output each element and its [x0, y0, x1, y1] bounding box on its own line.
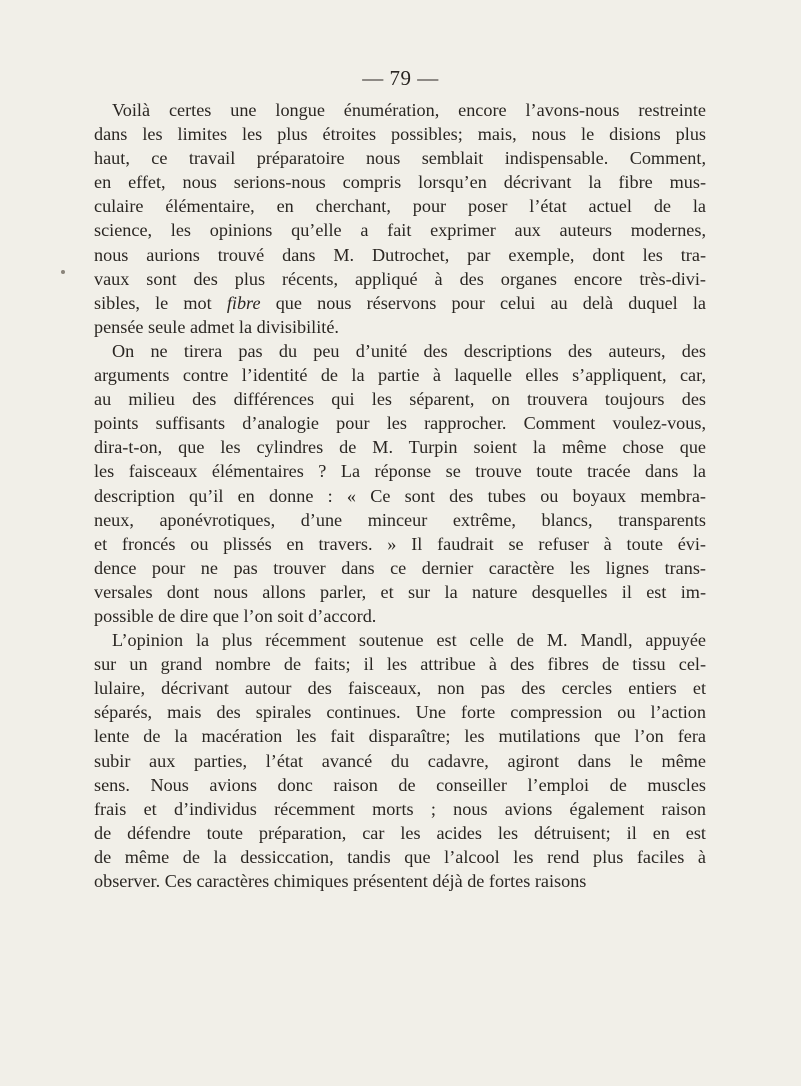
- text-line: de même de la dessiccation, tandis que l’alcool les rend plus faciles à: [94, 846, 706, 867]
- text-line: au milieu des différences qui les séparent, on trouvera toujours des: [94, 389, 706, 410]
- text-line: en effet, nous serions-nous compris lorsqu’en décrivant la fibre mus-: [94, 172, 706, 193]
- italic-word: fibre: [226, 292, 261, 313]
- text-segment: que nous réservons pour celui au delà duquel la: [260, 292, 706, 313]
- text-line: On ne tirera pas du peu d’unité des descriptions des auteurs, des: [112, 340, 706, 361]
- text-line: L’opinion la plus récemment soutenue est celle de M. Mandl, appuyée: [112, 630, 706, 651]
- text-line: dira-t-on, que les cylindres de M. Turpin soient la même chose que: [94, 437, 706, 458]
- body-text: [94, 98, 706, 893]
- text-line: arguments contre l’identité de la partie à laquelle elles s’appliquent, car,: [94, 365, 706, 386]
- text-line: Voilà certes une longue énumération, encore l’avons-nous restreinte: [112, 100, 706, 120]
- text-line: points suffisants d’analogie pour les rapprocher. Comment voulez-vous,: [94, 413, 706, 434]
- paper-speck: [61, 270, 65, 274]
- text-line: science, les opinions qu’elle a fait exprimer aux auteurs modernes,: [94, 220, 706, 241]
- text-line: description qu’il en donne : « Ce sont des tubes ou boyaux membra-: [94, 485, 706, 506]
- text-line: neux, aponévrotiques, d’une minceur extrême, blancs, transparents: [94, 509, 706, 530]
- text-line: dence pour ne pas trouver dans ce dernier caractère les lignes trans-: [94, 557, 706, 578]
- text-line: pensée seule admet la divisibilité.: [94, 316, 339, 337]
- text-line: sur un grand nombre de faits; il les attribue à des fibres de tissu cel-: [94, 654, 706, 675]
- text-line: dans les limites les plus étroites possibles; mais, nous le disions plus: [94, 124, 706, 145]
- text-line: séparés, mais des spirales continues. Une forte compression ou l’action: [94, 702, 706, 723]
- text-line: de défendre toute préparation, car les acides les détruisent; il en est: [94, 822, 706, 843]
- text-segment: sibles, le mot: [94, 292, 227, 313]
- text-line: [94, 291, 706, 315]
- text-line: culaire élémentaire, en cherchant, pour poser l’état actuel de la: [94, 196, 706, 217]
- page-number: — 79 —: [362, 66, 439, 90]
- text-line: lulaire, décrivant autour des faisceaux, non pas des cercles entiers et: [94, 678, 706, 699]
- text-line: versales dont nous allons parler, et sur la nature desquelles il est im-: [94, 581, 706, 602]
- text-line: les faisceaux élémentaires ? La réponse se trouve toute tracée dans la: [94, 461, 706, 482]
- text-line: vaux sont des plus récents, appliqué à des organes encore très-divi-: [94, 268, 706, 289]
- text-line: sens. Nous avions donc raison de conseiller l’emploi de muscles: [94, 774, 706, 795]
- text-line: possible de dire que l’on soit d’accord.: [94, 605, 377, 626]
- text-line: frais et d’individus récemment morts ; nous avions également raison: [94, 798, 706, 819]
- text-line: nous aurions trouvé dans M. Dutrochet, par exemple, dont les tra-: [94, 244, 706, 265]
- text-line: haut, ce travail préparatoire nous semblait indispensable. Comment,: [94, 148, 706, 169]
- text-line: lente de la macération les fait disparaître; les mutilations que l’on fera: [94, 726, 706, 747]
- text-line: et froncés ou plissés en travers. » Il faudrait se refuser à toute évi-: [94, 533, 706, 554]
- text-line: subir aux parties, l’état avancé du cadavre, agiront dans le même: [94, 750, 706, 771]
- text-line: observer. Ces caractères chimiques présentent déjà de fortes raisons: [94, 871, 587, 891]
